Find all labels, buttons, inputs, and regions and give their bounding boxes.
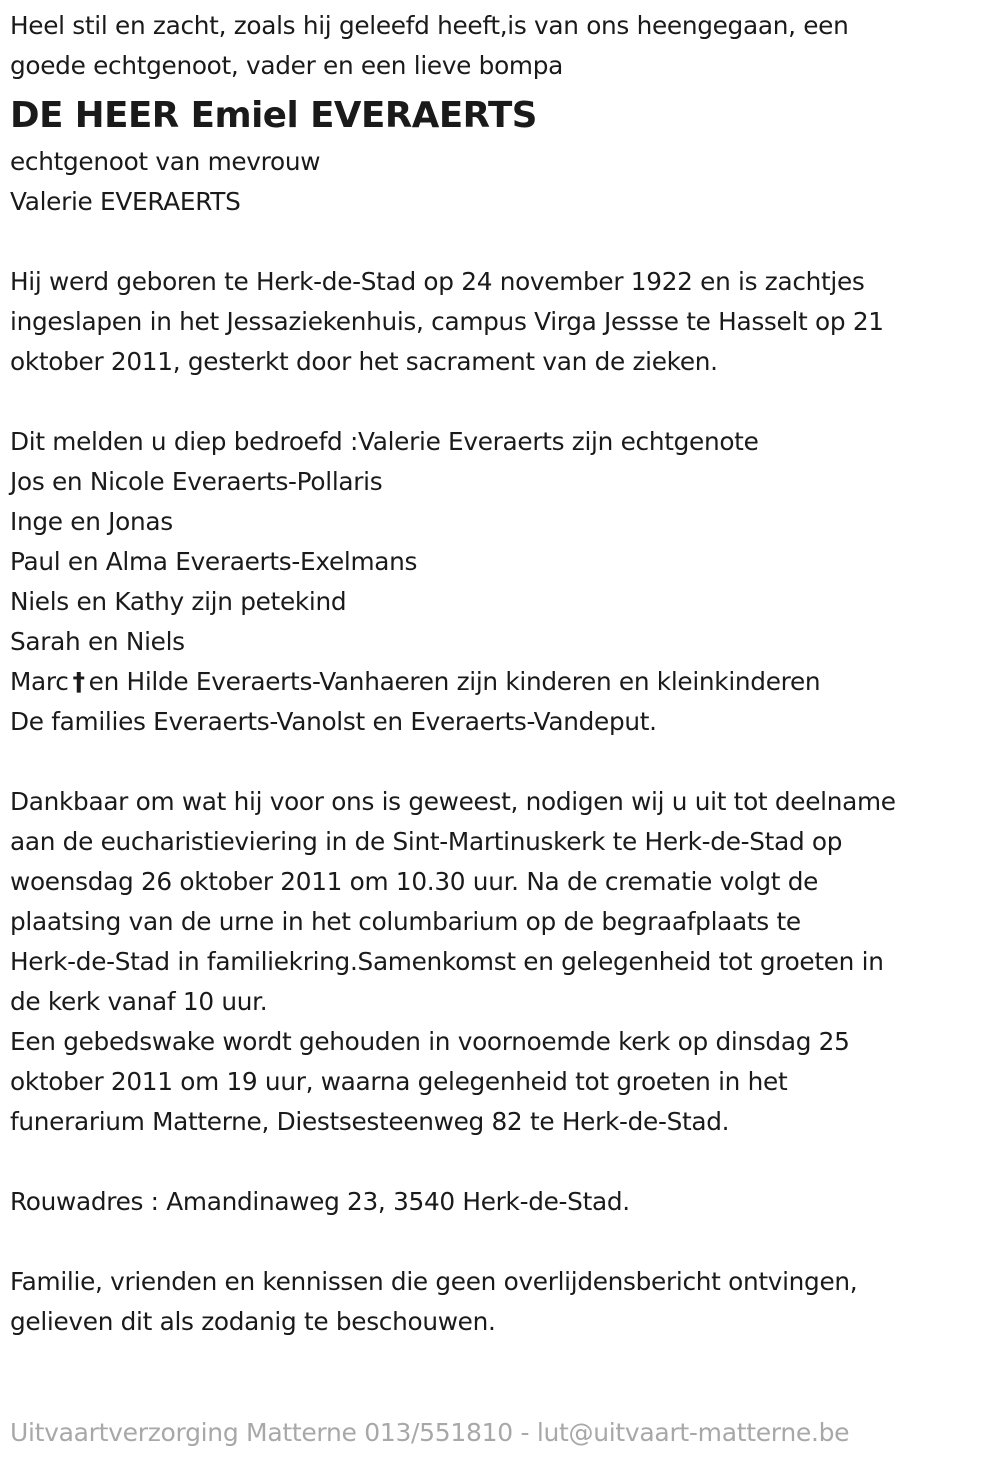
spouse-line: echtgenoot van mevrouw bbox=[10, 147, 321, 176]
intro-line: Heel stil en zacht, zoals hij geleefd heeft,is van ons heengegaan, een bbox=[10, 11, 849, 40]
ceremony-line: de kerk vanaf 10 uur. bbox=[10, 987, 268, 1016]
spacer bbox=[10, 1142, 995, 1182]
ceremony-line: aan de eucharistieviering in de Sint-Martinuskerk te Herk-de-Stad op bbox=[10, 827, 843, 856]
birth-death-line: Hij werd geboren te Herk-de-Stad op 24 november 1922 en is zachtjes bbox=[10, 267, 865, 296]
intro-line: goede echtgenoot, vader en een lieve bompa bbox=[10, 51, 564, 80]
ceremony-line: woensdag 26 oktober 2011 om 10.30 uur. Na de crematie volgt de bbox=[10, 867, 819, 896]
funeral-home-footer: Uitvaartverzorging Matterne 013/551810 - lut@uitvaart-matterne.be bbox=[10, 1418, 850, 1447]
family-line-deceased-son bbox=[10, 662, 995, 702]
intro-paragraph bbox=[10, 6, 995, 86]
family-line: Niels en Kathy zijn petekind bbox=[10, 587, 347, 616]
family-line: Jos en Nicole Everaerts-Pollaris bbox=[10, 467, 383, 496]
ceremony-line: Een gebedswake wordt gehouden in voornoemde kerk op dinsdag 25 bbox=[10, 1027, 850, 1056]
family-line: De families Everaerts-Vanolst en Everaerts-Vandeput. bbox=[10, 707, 657, 736]
ceremony-line: Herk-de-Stad in familiekring.Samenkomst en gelegenheid tot groeten in bbox=[10, 947, 884, 976]
closing-paragraph bbox=[10, 1262, 995, 1342]
family-line-rest: en Hilde Everaerts-Vanhaeren zijn kinderen en kleinkinderen bbox=[88, 667, 821, 696]
spouse-line: Valerie EVERAERTS bbox=[10, 187, 241, 216]
family-line: Sarah en Niels bbox=[10, 627, 185, 656]
birth-death-line: oktober 2011, gesterkt door het sacrament van de zieken. bbox=[10, 347, 718, 376]
family-line: Paul en Alma Everaerts-Exelmans bbox=[10, 547, 418, 576]
family-line: Inge en Jonas bbox=[10, 507, 173, 536]
spacer bbox=[10, 742, 995, 782]
family-line: Dit melden u diep bedroefd :Valerie Everaerts zijn echtgenote bbox=[10, 427, 759, 456]
ceremony-paragraph bbox=[10, 782, 995, 1142]
closing-line: gelieven dit als zodanig te beschouwen. bbox=[10, 1307, 496, 1336]
spouse-block bbox=[10, 142, 995, 222]
ceremony-line: Dankbaar om wat hij voor ons is geweest, nodigen wij u uit tot deelname bbox=[10, 787, 896, 816]
ceremony-line: oktober 2011 om 19 uur, waarna gelegenheid tot groeten in het bbox=[10, 1067, 788, 1096]
death-notice bbox=[10, 6, 995, 1342]
birth-death-paragraph bbox=[10, 262, 995, 382]
spacer bbox=[10, 222, 995, 262]
birth-death-line: ingeslapen in het Jessaziekenhuis, campus Virga Jessse te Hasselt op 21 bbox=[10, 307, 884, 336]
closing-line: Familie, vrienden en kennissen die geen overlijdensbericht ontvingen, bbox=[10, 1267, 858, 1296]
cross-icon: † bbox=[72, 667, 85, 696]
ceremony-line: funerarium Matterne, Diestsesteenweg 82 te Herk-de-Stad. bbox=[10, 1107, 730, 1136]
deceased-name-heading: DE HEER Emiel EVERAERTS bbox=[10, 95, 537, 136]
ceremony-line: plaatsing van de urne in het columbarium op de begraafplaats te bbox=[10, 907, 801, 936]
spacer bbox=[10, 1222, 995, 1262]
family-member-name: Marc bbox=[10, 667, 69, 696]
spacer bbox=[10, 382, 995, 422]
family-list bbox=[10, 422, 995, 742]
mourning-address: Rouwadres : Amandinaweg 23, 3540 Herk-de-Stad. bbox=[10, 1187, 630, 1216]
